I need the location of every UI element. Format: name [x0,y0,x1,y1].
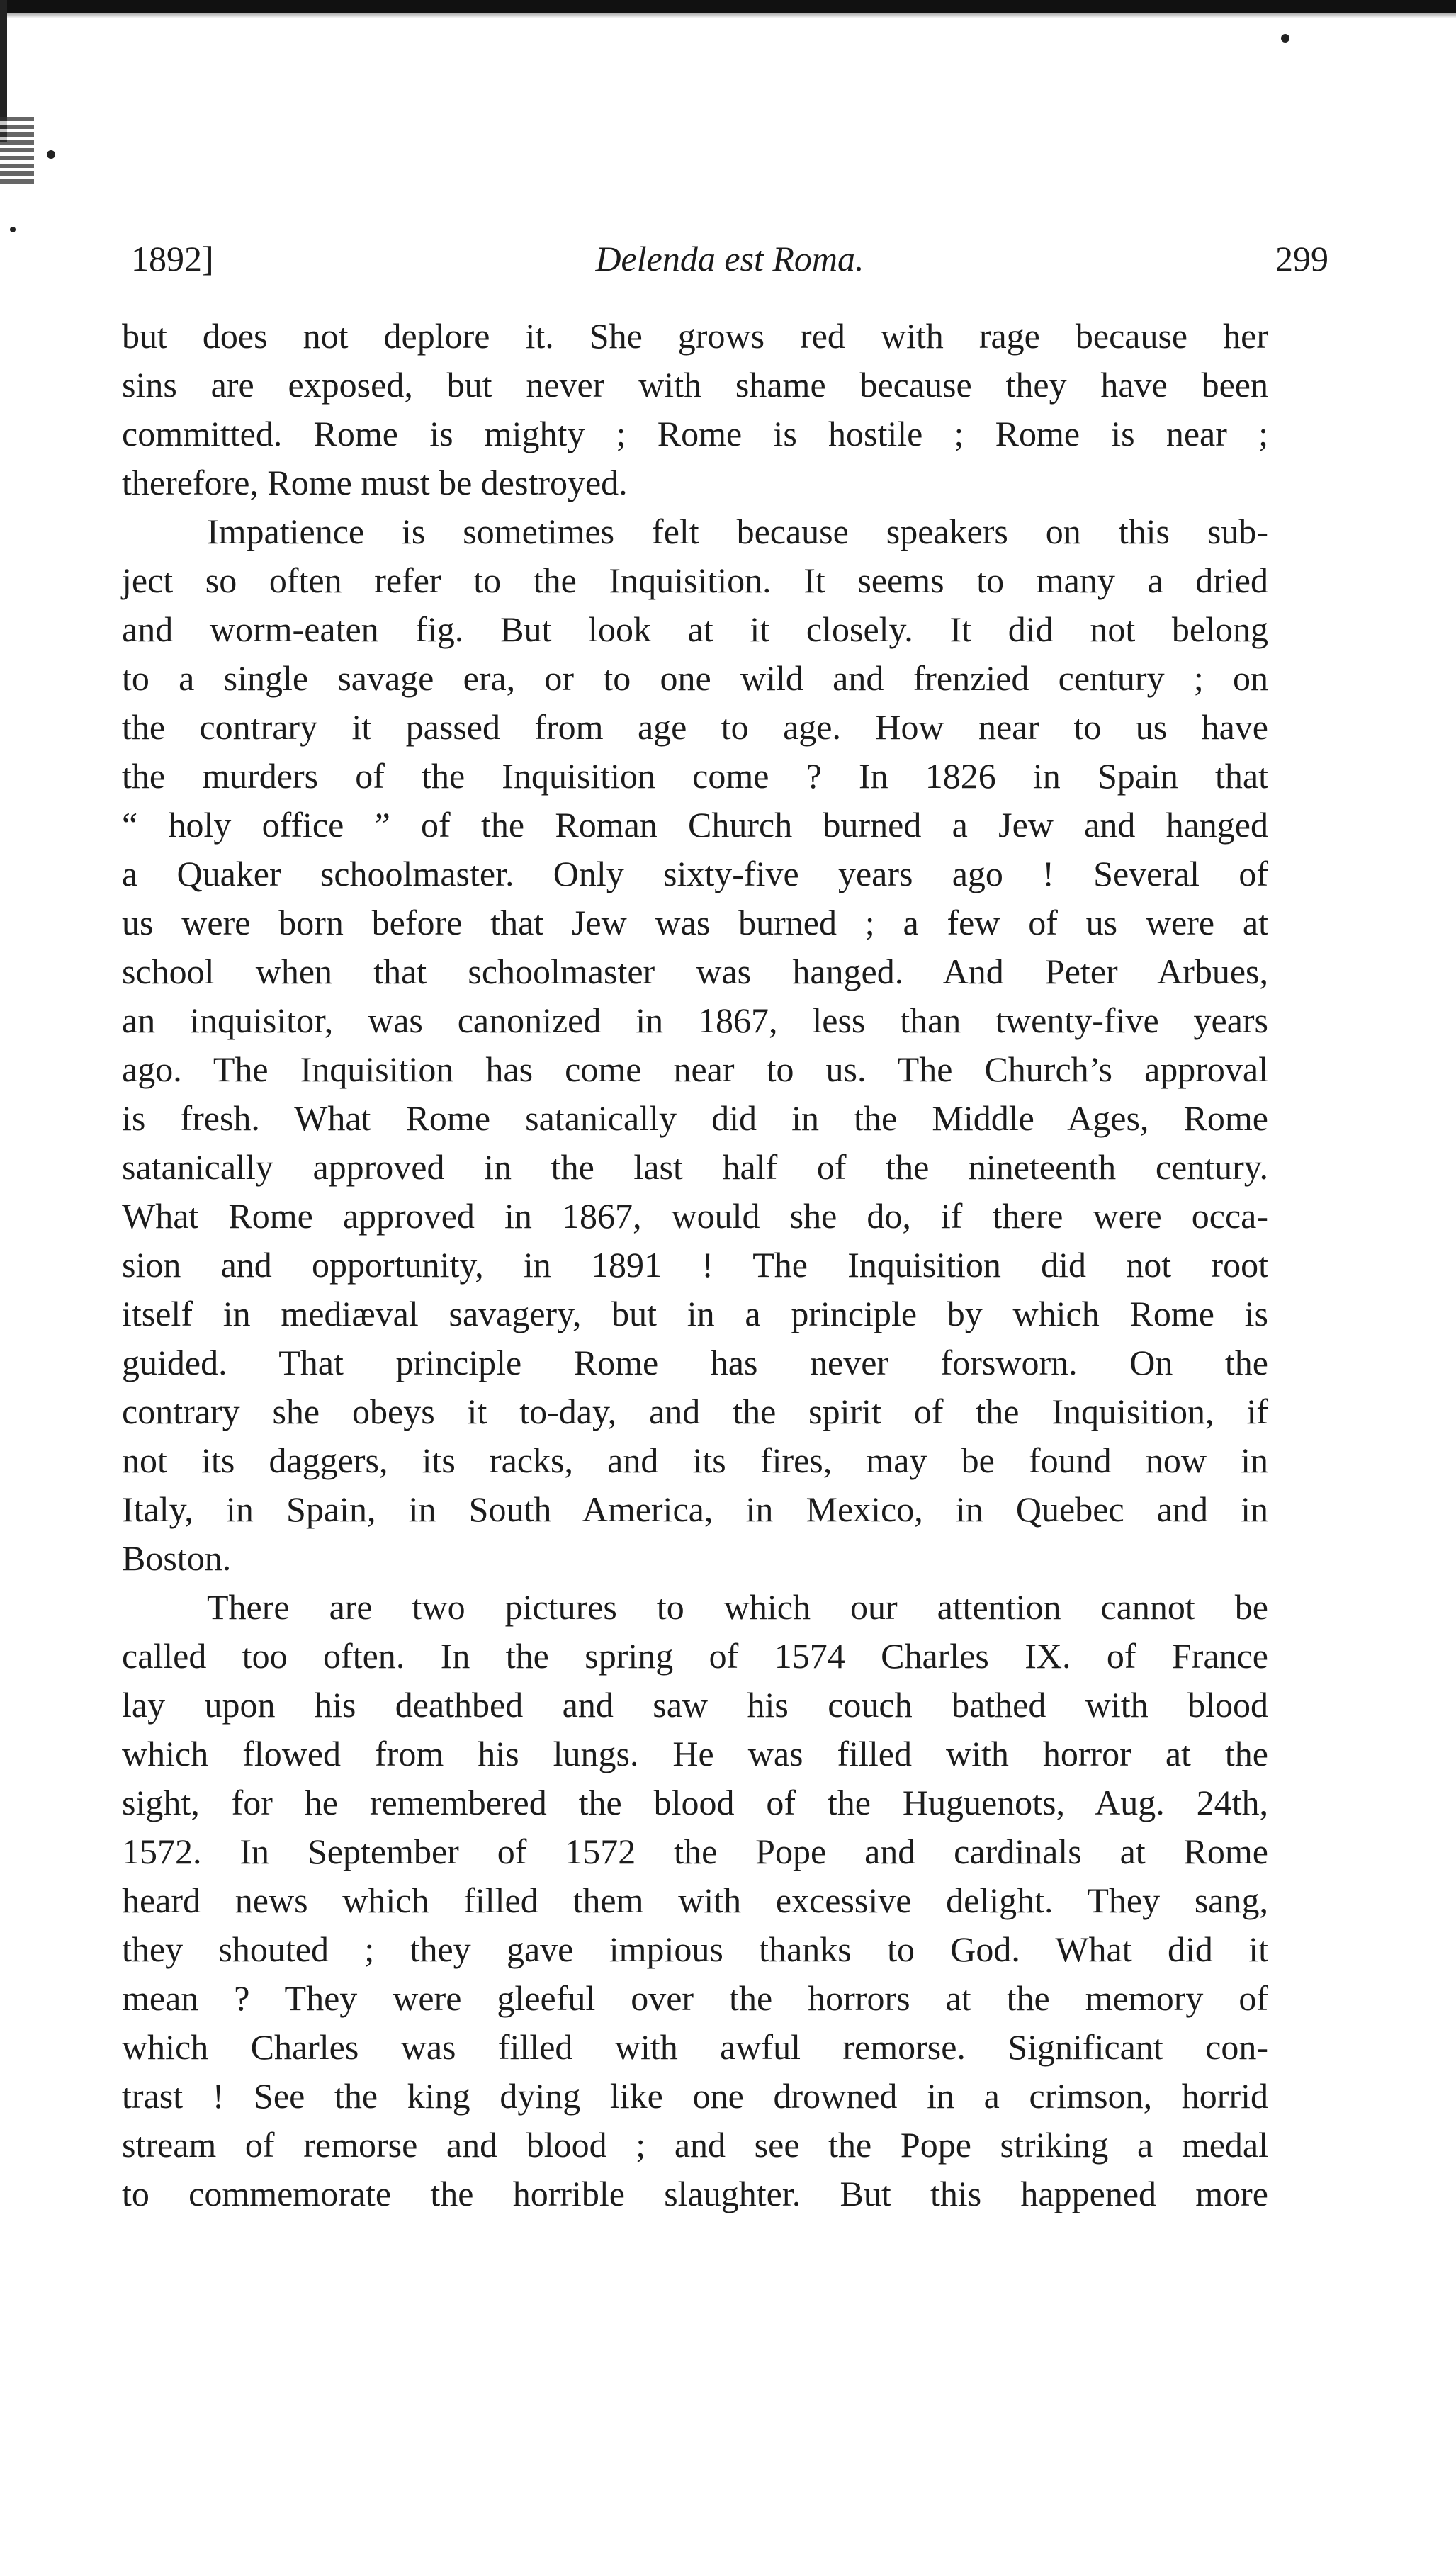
text-line: which flowed from his lungs. He was filled with horror at the [122,1734,1268,1773]
text-line: an inquisitor, was canonized in 1867, less than twenty-five years [122,1000,1268,1040]
text-line: ago. The Inquisition has come near to us. The Church’s approval [122,1049,1268,1089]
text-line: to commemorate the horrible slaughter. But this happened more [122,2174,1268,2213]
text-line: is fresh. What Rome satanically did in the Middle Ages, Rome [122,1098,1268,1138]
text-line: sion and opportunity, in 1891 ! The Inquisition did not root [122,1245,1268,1285]
text-line: itself in mediæval savagery, but in a principle by which Rome is [122,1294,1268,1333]
scan-top-border [0,0,1456,13]
running-head-year: 1892] [131,239,214,278]
scan-speck [1281,34,1289,43]
text-line: the murders of the Inquisition come ? In 1826 in Spain that [122,756,1268,796]
text-line: stream of remorse and blood ; and see the Pope striking a medal [122,2125,1268,2165]
text-line: not its daggers, its racks, and its fires, may be found now in [122,1440,1268,1480]
text-line: trast ! See the king dying like one drowned in a crimson, horrid [122,2076,1268,2116]
scan-top-shadow [0,13,1456,18]
scan-speck [10,227,16,232]
text-line: committed. Rome is mighty ; Rome is hostile ; Rome is near ; [122,414,1268,453]
text-line: Boston. [122,1538,232,1578]
text-line: Italy, in Spain, in South America, in Mexico, in Quebec and in [122,1489,1268,1529]
text-line: but does not deplore it. She grows red with rage because her [122,316,1268,356]
scan-edge-mark [0,117,34,184]
text-line: 1572. In September of 1572 the Pope and cardinals at Rome [122,1832,1268,1871]
text-line: us were born before that Jew was burned ; a few of us were at [122,903,1268,942]
text-line: There are two pictures to which our attention cannot be [207,1587,1268,1627]
text-line: therefore, Rome must be destroyed. [122,463,628,502]
text-line: which Charles was filled with awful remorse. Significant con- [122,2027,1268,2067]
text-line: “ holy office ” of the Roman Church burned a Jew and hanged [122,805,1268,845]
text-line: sins are exposed, but never with shame because they have been [122,365,1268,405]
text-line: ject so often refer to the Inquisition. It seems to many a dried [122,560,1268,600]
page-number: 299 [1275,239,1328,278]
text-line: to a single savage era, or to one wild and frenzied century ; on [122,658,1268,698]
text-line: mean ? They were gleeful over the horrors at the memory of [122,1978,1268,2018]
text-line: Impatience is sometimes felt because speakers on this sub- [207,512,1268,551]
running-head-title: Delenda est Roma. [595,239,864,278]
text-line: and worm-eaten fig. But look at it closely. It did not belong [122,609,1268,649]
text-line: they shouted ; they gave impious thanks to God. What did it [122,1929,1268,1969]
text-line: guided. That principle Rome has never forsworn. On the [122,1343,1268,1382]
running-head [131,234,1328,283]
text-line: heard news which filled them with excessive delight. They sang, [122,1880,1268,1920]
text-line: sight, for he remembered the blood of the Huguenots, Aug. 24th, [122,1783,1268,1822]
text-line: school when that schoolmaster was hanged. And Peter Arbues, [122,952,1268,991]
body-text [122,312,1268,2218]
scan-speck [47,150,55,159]
text-line: contrary she obeys it to-day, and the spirit of the Inquisition, if [122,1392,1268,1431]
text-line: the contrary it passed from age to age. How near to us have [122,707,1268,747]
text-line: What Rome approved in 1867, would she do, if there were occa- [122,1196,1268,1236]
text-line: lay upon his deathbed and saw his couch bathed with blood [122,1685,1268,1725]
text-line: satanically approved in the last half of the nineteenth century. [122,1147,1268,1187]
text-line: a Quaker schoolmaster. Only sixty-five years ago ! Several of [122,854,1268,893]
text-line: called too often. In the spring of 1574 Charles IX. of France [122,1636,1268,1676]
